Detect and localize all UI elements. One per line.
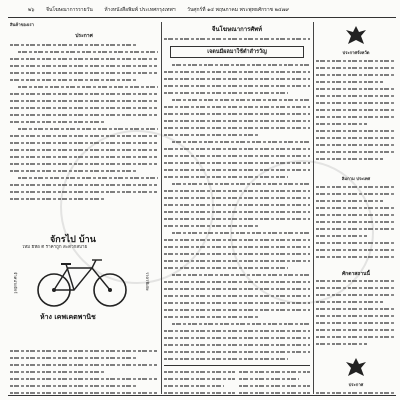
bicycle-icon bbox=[32, 254, 132, 310]
right-article-4 bbox=[316, 390, 396, 398]
left-column bbox=[10, 22, 158, 398]
column-divider bbox=[313, 22, 314, 394]
middle-dateline bbox=[164, 36, 310, 42]
bicycle-advertisement bbox=[10, 232, 158, 342]
issue-date: วันศุกร์ที่ ๑๔ พฤษภาคม พระพุทธศักราช ๒๔๗๙ bbox=[187, 7, 290, 13]
right-article-3 bbox=[316, 278, 396, 348]
left-heading: สินค้าของเรา bbox=[10, 22, 35, 27]
paper-name: จีนโฆษณาการรายวัน bbox=[46, 7, 93, 13]
page-number: ๒๖ bbox=[28, 7, 35, 13]
left-article-text bbox=[10, 42, 158, 202]
publisher: ห้างหนังสือพิมพ์ ประเทศกรุงเทพฯ bbox=[104, 7, 176, 13]
masthead-rule bbox=[8, 17, 396, 18]
middle-bottom-right bbox=[239, 369, 310, 398]
right-bottom-caption: ประกาศ bbox=[348, 382, 364, 387]
middle-article-text bbox=[164, 62, 310, 362]
right-mid-caption: ลิมกาม ประเทศ bbox=[341, 176, 371, 181]
column-divider bbox=[161, 22, 162, 394]
middle-bottom-left bbox=[164, 369, 235, 398]
middle-bottom-columns bbox=[164, 369, 310, 398]
ad-side-left: จำหน่ายจักร์ bbox=[13, 272, 18, 294]
ad-shop-name: ห้าง เคพเคตพานิช bbox=[40, 312, 96, 321]
ad-subtitle: ใหม่ ยี่ห้อ ดี ราคาถูก สะดวกสบาย bbox=[22, 245, 88, 250]
left-section-title: ประกาศ bbox=[75, 33, 93, 39]
right-article-1 bbox=[316, 58, 396, 163]
middle-column bbox=[164, 22, 310, 398]
middle-banner: จีนโฆษณาการศัพท์ bbox=[211, 26, 263, 33]
right-section-title: ศักดาสถานนี้ bbox=[342, 271, 370, 277]
garuda-emblem-icon bbox=[344, 356, 368, 380]
ad-side-right: ราคาพิเศษ bbox=[145, 272, 150, 291]
right-article-2 bbox=[316, 184, 396, 261]
ad-title: จักรไป บ้าน bbox=[50, 235, 96, 245]
garuda-emblem-icon bbox=[344, 24, 368, 48]
right-top-caption: ประกาศจังหวัด bbox=[342, 50, 370, 55]
middle-divider bbox=[164, 365, 310, 366]
left-bottom-text bbox=[10, 348, 158, 397]
masthead bbox=[28, 6, 392, 16]
right-column bbox=[316, 22, 396, 398]
middle-article-title: เจตนมีผลมาใช้ตำสำรวัญ bbox=[170, 46, 304, 58]
bottom-rule bbox=[8, 395, 396, 396]
